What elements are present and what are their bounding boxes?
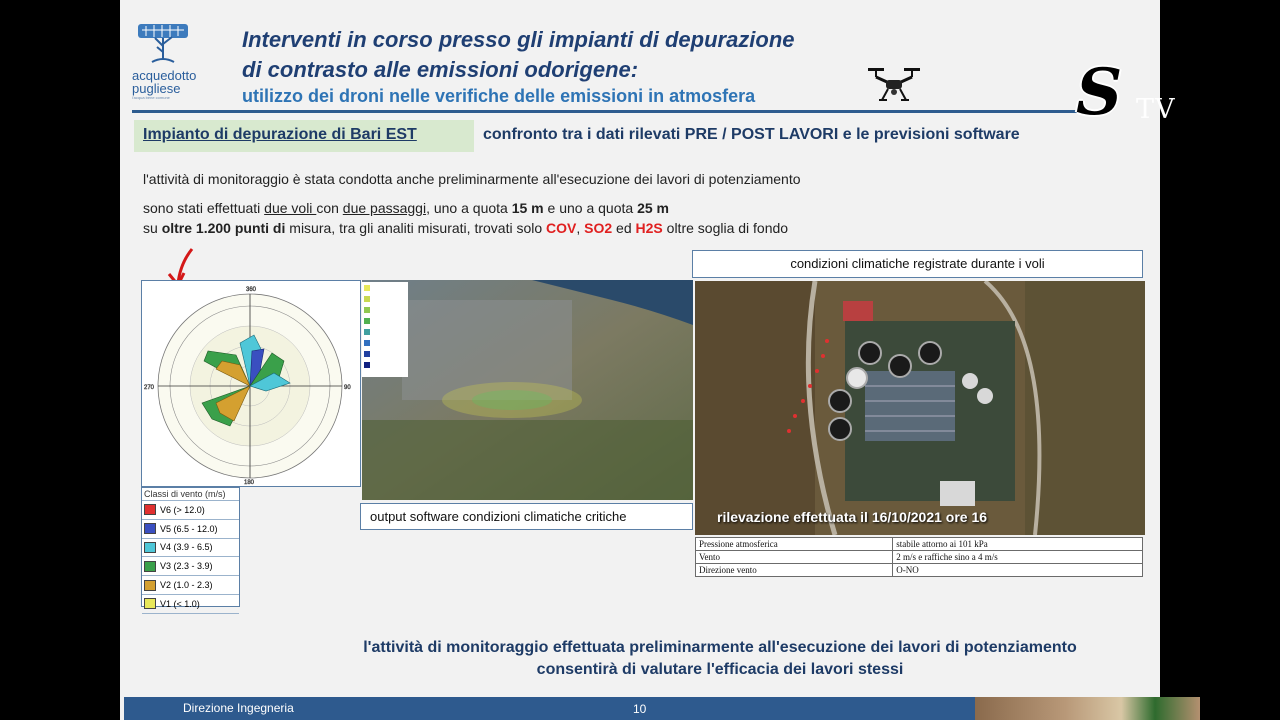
software-output-caption: output software condizioni climatiche critiche [360,503,693,530]
brand-line1: acquedotto [132,68,197,83]
wind-class-label: V2 (1.0 - 2.3) [160,580,213,591]
condition-param: Pressione atmosferica [696,538,893,551]
channel-logo-s: S [1076,55,1123,130]
condition-value: 2 m/s e raffiche sino a 4 m/s [893,551,1143,564]
aerial-image [695,281,1145,535]
brand-line2: pugliese [132,81,181,96]
flights-text-part: , uno a quota [426,200,512,216]
points-text-part: misura, tra gli analiti misurati, trovati solo [285,220,547,236]
wind-class-swatch [144,580,156,591]
table-row [696,538,1143,551]
comparison-heading: confronto tra i dati rilevati PRE / POST LAVORI e le previsioni software [483,126,1020,143]
presentation-slide [120,0,1160,720]
page-number: 10 [633,702,647,716]
wind-class-label: V3 (2.3 - 3.9) [160,561,213,572]
wind-class-swatch [144,598,156,609]
flights-text [143,200,669,216]
wind-class-swatch [144,523,156,534]
analyte-cov: COV [546,220,577,236]
webcam-strip [975,697,1200,720]
dispersion-map-image [362,280,693,500]
two-flights: due voli [264,200,317,216]
survey-date-caption: rilevazione effettuata il 16/10/2021 ore 16 [717,509,988,525]
wind-class-row [142,595,239,614]
flights-text-part: con [316,200,343,216]
title-line3: utilizzo dei droni nelle verifiche delle emissioni in atmosfera [242,86,756,106]
plant-aerial-photo [695,281,1145,535]
condition-param: Direzione vento [696,564,893,577]
conditions-table [695,537,1143,577]
condition-value: stabile attorno ai 101 kPa [893,538,1143,551]
altitude-15: 15 m [511,200,544,216]
wind-class-row [142,501,239,520]
wind-class-label: V6 (> 12.0) [160,504,205,515]
conclusion-line1: l'attività di monitoraggio effettuata preliminarmente all'esecuzione dei lavori di potenziamento [363,639,1077,656]
plant-label: Impianto di depurazione di Bari EST [143,126,417,143]
two-passes: due passaggi [342,200,427,216]
brand-tagline: l'acqua bene comune [132,95,170,100]
svg-text:180: 180 [244,480,255,486]
title-divider [132,110,1087,113]
points-text-part: su [143,220,162,236]
analyte-h2s: H2S [635,220,663,236]
wind-class-swatch [144,542,156,553]
analyte-so2: SO2 [584,220,613,236]
points-text-part: oltre soglia di fondo [662,220,789,236]
wind-class-row [142,520,239,539]
software-output-map [362,280,693,500]
wind-rose [141,280,361,487]
flights-text-part: sono stati effettuati [143,200,265,216]
concentration-legend [362,282,408,377]
conclusion-line2: consentirà di valutare l'efficacia dei lavori stessi [536,661,904,678]
wind-class-label: V4 (3.9 - 6.5) [160,542,213,553]
wind-class-swatch [144,504,156,515]
title-line2: di contrasto alle emissioni odorigene: [242,57,639,82]
wind-class-label: V5 (6.5 - 12.0) [160,523,218,534]
svg-text:90: 90 [344,385,351,391]
slide-footer [124,697,975,720]
climate-conditions-caption: condizioni climatiche registrate durante i voli [692,250,1143,278]
altitude-25: 25 m [637,200,669,216]
acquedotto-logo [132,22,202,106]
points-text-part: ed [612,220,636,236]
wind-legend-title: Classi di vento (m/s) [142,488,239,501]
wind-rose-chart [142,281,360,486]
drone-icon [865,64,923,104]
monitoring-text: l'attività di monitoraggio è stata condotta anche preliminarmente all'esecuzione dei lavori di potenziamento [143,171,801,187]
condition-value: O-NO [893,564,1143,577]
points-text-part: , [576,220,585,236]
wind-class-row [142,557,239,576]
channel-logo [1076,55,1196,130]
condition-param: Vento [696,551,893,564]
wind-class-row [142,576,239,595]
wind-class-row [142,539,239,558]
svg-text:360: 360 [246,287,257,293]
points-text [143,220,788,236]
wind-class-legend [141,487,240,607]
channel-logo-tv: TV [1136,94,1176,125]
points-count: oltre 1.200 punti di [161,220,286,236]
table-row [696,551,1143,564]
footer-department: Direzione Ingegneria [183,701,294,715]
tree-logo-icon [136,22,190,64]
table-row [696,564,1143,577]
svg-text:270: 270 [144,385,155,391]
title-line1: Interventi in corso presso gli impianti di depurazione [242,27,795,52]
wind-class-label: V1 (< 1.0) [160,598,200,609]
wind-class-swatch [144,561,156,572]
flights-text-part: e uno a quota [543,200,638,216]
